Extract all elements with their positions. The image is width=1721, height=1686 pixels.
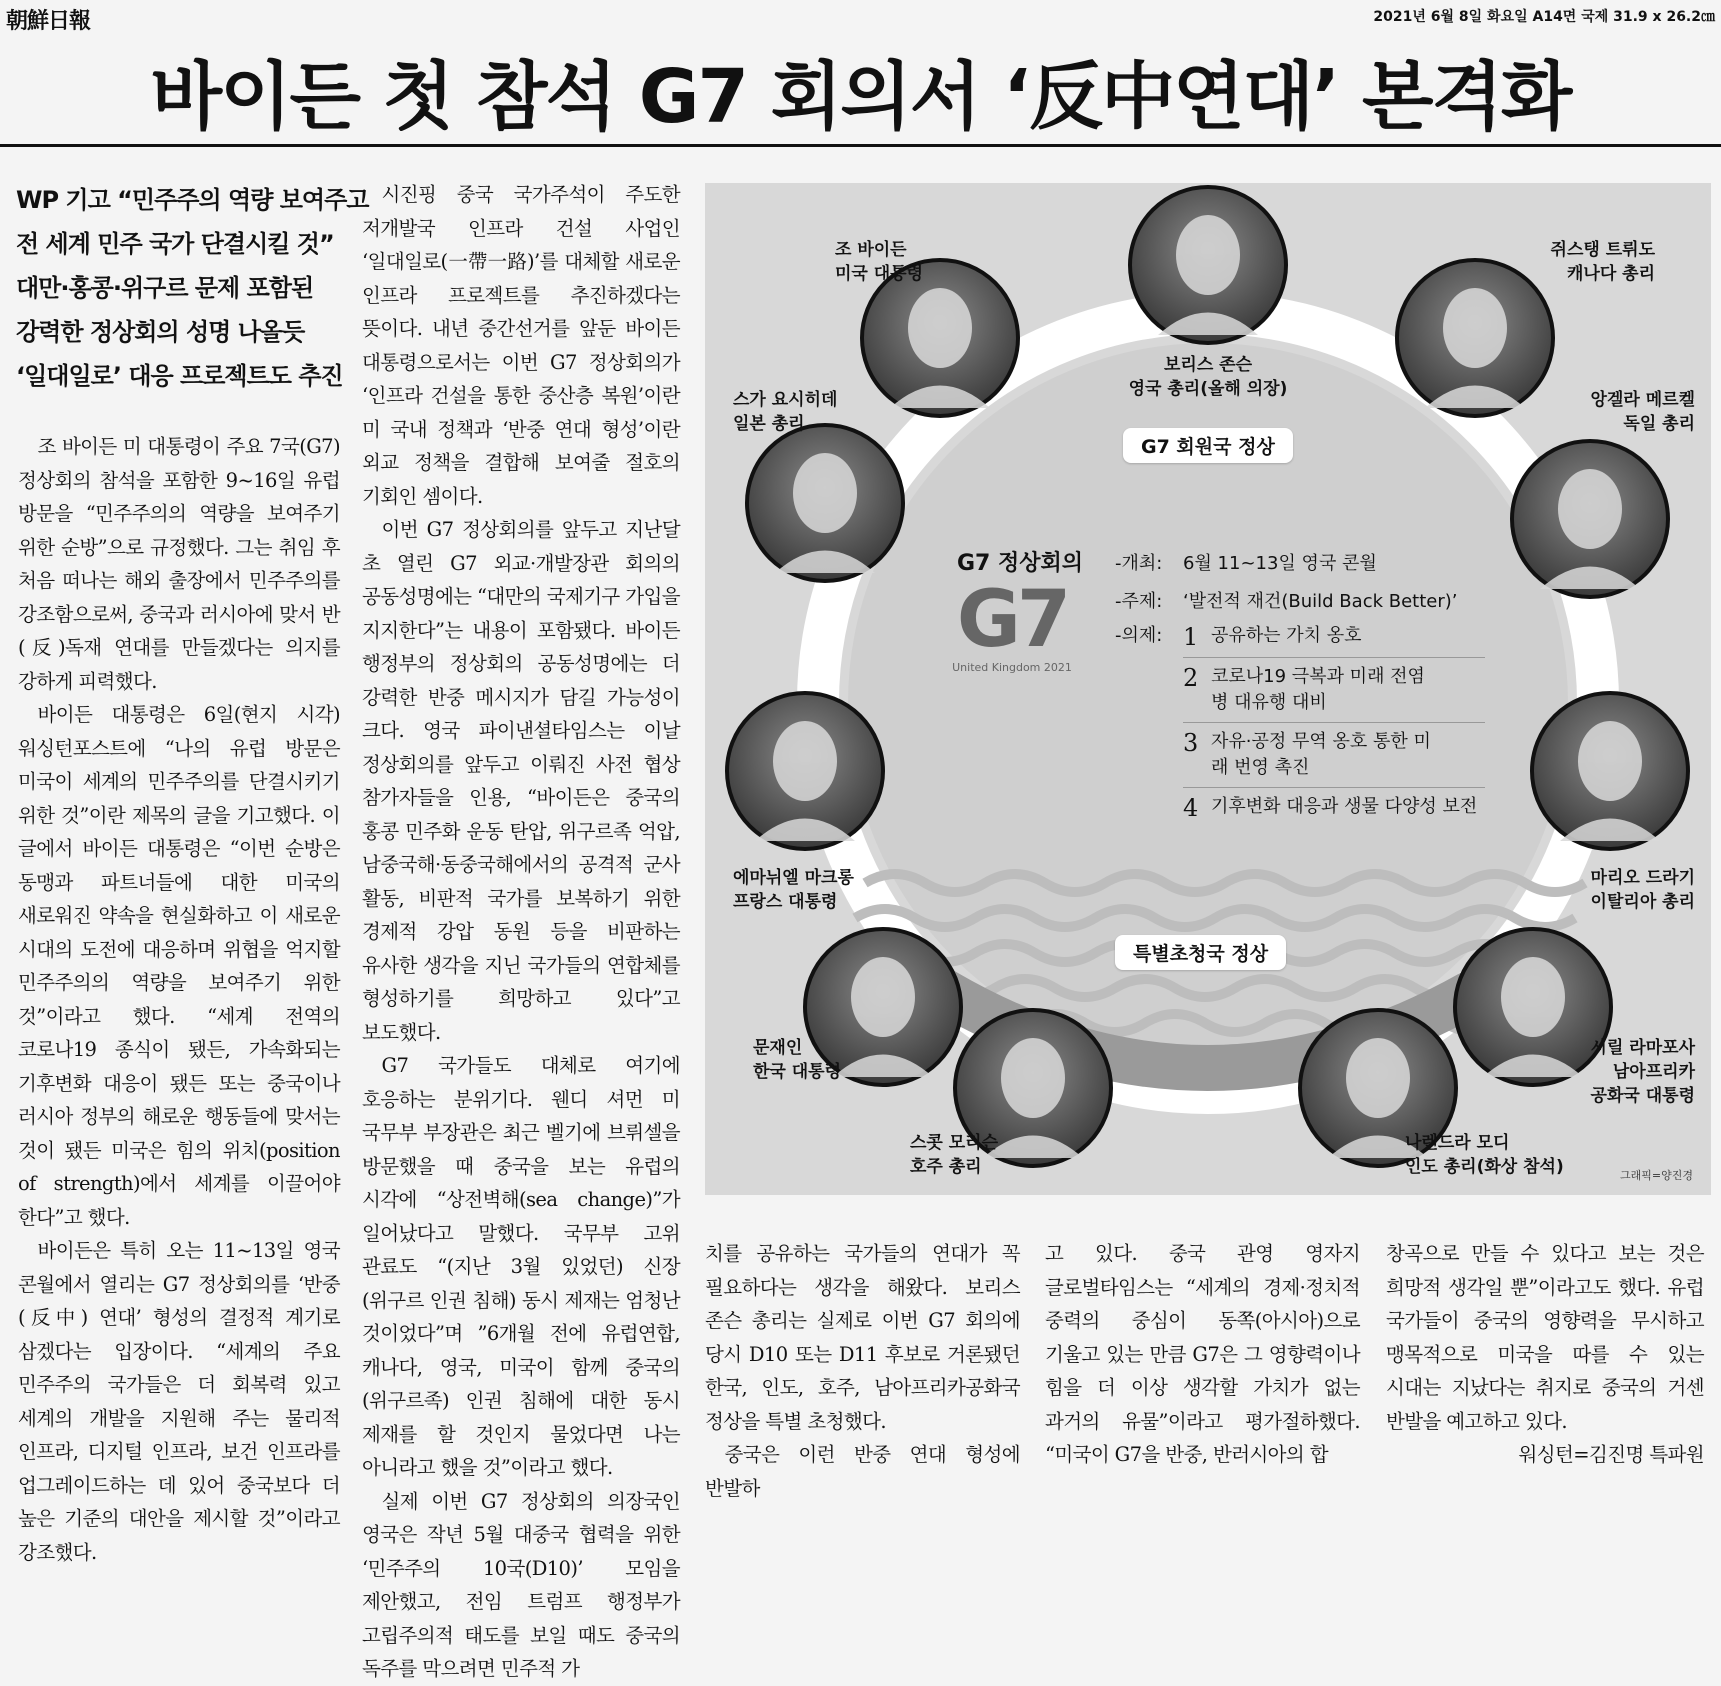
- leader-label-johnson: 보리스 존슨 영국 총리(올해 의장): [1128, 355, 1288, 399]
- subhead-line: 대만·홍콩·위구르 문제 포함된: [16, 274, 314, 302]
- agenda-item: 4 기후변화 대응과 생물 다양성 보전: [1183, 794, 1478, 822]
- summit-info: [1115, 545, 1485, 828]
- g7-infographic: [705, 183, 1711, 1195]
- venue-value: 6월 11~13일 영국 콘월: [1183, 553, 1377, 574]
- article-column-5: [1386, 1237, 1704, 1472]
- theme-key: -주제:: [1115, 591, 1163, 612]
- headline: 바이든 첫 참석 G7 회의서 ‘反中연대’ 본격화: [150, 54, 1571, 140]
- agenda-item: 2 코로나19 극복과 미래 전염병 대유행 대비: [1183, 658, 1485, 723]
- subhead-line: 전 세계 민주 국가 단결시킬 것”: [16, 230, 334, 258]
- members-pill: G7 회원국 정상: [1123, 428, 1293, 463]
- paragraph: 치를 공유하는 국가들의 연대가 꼭 필요하다는 생각을 해왔다. 보리스 존슨 총리는 실제로 이번 G7 회의에 당시 D10 또는 D11 후보로 거론됐던 한국, 인도, 호주, 남아프리카공화국 정상을 특별 초청했다.: [705, 1242, 1020, 1433]
- theme-value: ‘발전적 재건(Build Back Better)’: [1183, 591, 1458, 612]
- byline: 워싱턴=김진명 특파원: [1518, 1443, 1704, 1466]
- paragraph: 바이든은 특히 오는 11~13일 영국 콘월에서 열리는 G7 정상회의를 ‘반중(反中) 연대’ 형성의 결정적 계기로 삼겠다는 입장이다. “세계의 주요 민주주의 국가들은 더 회복력 있고 세계의 개발을 지원해 주는 물리적 인프라, 디지털 인프라, 보건 인프라를 업그레이드하는 데 있어 중국보다 더 높은 기준의 대안을 제시할 것”이라고 강조했다.: [18, 1239, 340, 1564]
- paragraph: 조 바이든 미 대통령이 주요 7국(G7) 정상회의 참석을 포함한 9~16일 유럽 방문을 “민주주의의 역량을 보여주기 위한 순방”으로 규정했다. 그는 취임 후 처음 떠나는 해외 출장에서 민주주의를 강조함으로써, 중국과 러시아에 맞서 반(反)독재 연대를 만들겠다는 의지를 강하게 피력했다.: [18, 435, 340, 693]
- venue-key: -개최:: [1115, 553, 1163, 574]
- leader-label-merkel: 앙겔라 메르켈 독일 총리: [1590, 390, 1695, 434]
- paragraph: 이번 G7 정상회의를 앞두고 지난달 초 열린 G7 외교·개발장관 회의의 공동성명에는 “대만의 국제기구 가입을 지지한다”는 내용이 포함됐다. 바이든 행정부의 정상회의 공동성명에는 더 강력한 반중 메시지가 담길 가능성이 크다. 영국 파이낸셜타임스는 이날 정상회의를 앞두고 이뤄진 사전 협상 참가자들을 인용, “바이든은 중국의 홍콩 민주화 운동 탄압, 위구르족 억압, 남중국해·동중국해에서의 공격적 군사 활동, 비판적 국가를 보복하기 위한 경제적 강압 동원 등을 비판하는 유사한 생각을 지닌 국가들의 연합체를 형성하기를 희망하고 있다”고 보도했다.: [362, 518, 680, 1044]
- headline-rule: [0, 144, 1721, 147]
- paragraph: 중국은 이런 반중 연대 형성에 반발하: [705, 1443, 1020, 1500]
- leader-label-morrison: 스콧 모리슨 호주 총리: [910, 1133, 999, 1177]
- leader-label-biden: 조 바이든 미국 대통령: [835, 240, 924, 284]
- subhead-line: 강력한 정상회의 성명 나올듯: [16, 318, 305, 346]
- g7-logo-text: G7: [956, 575, 1068, 665]
- graphic-credit: 그래픽=양진경: [1620, 1169, 1693, 1182]
- newspaper-masthead: 朝鮮日報: [6, 8, 91, 34]
- guests-pill: 특별초청국 정상: [1115, 935, 1286, 970]
- subhead-line: WP 기고 “민주주의 역량 보여주고: [16, 186, 369, 214]
- leader-label-ramaphosa: 시릴 라마포사 남아프리카 공화국 대통령: [1590, 1038, 1695, 1106]
- paragraph: 바이든 대통령은 6일(현지 시각) 워싱턴포스트에 “나의 유럽 방문은 미국이 세계의 민주주의를 단결시키기 위한 것”이란 제목의 글을 기고했다. 이 글에서 바이든 대통령은 “이번 순방은 동맹과 파트너들에 대한 미국의 새로워진 약속을 현실화하고 이 새로운 시대의 도전에 대응하며 위협을 억지할 민주주의의 역량을 보여주기 위한 것”이라고 했다. “세계 전역의 코로나19 종식이 됐든, 가속화되는 기후변화 대응이 됐든 또는 중국이나 러시아 정부의 해로운 행동들에 맞서는 것이 됐든 미국은 힘의 위치(position of strength)에서 세계를 이끌어야 한다”고 했다.: [18, 703, 340, 1229]
- paragraph: 시진핑 중국 국가주석이 주도한 저개발국 인프라 건설 사업인 ‘일대일로(一帶一路)’를 대체할 새로운 인프라 프로젝트를 추진하겠다는 뜻이다. 내년 중간선거를 앞둔 바이든 대통령으로서는 이번 G7 정상회의가 ‘인프라 건설을 통한 중산층 복원’이란 미 국내 정책과 ‘반중 연대 형성’이란 외교 정책을 결합해 보여줄 절호의 기회인 셈이다.: [362, 183, 680, 508]
- paragraph: 창곡으로 만들 수 있다고 보는 것은 희망적 생각일 뿐”이라고도 했다. 유럽 국가들이 중국의 영향력을 무시하고 맹목적으로 미국을 따를 수 있는 시대는 지났다는 취지로 중국의 거센 반발을 예고하고 있다.: [1386, 1242, 1704, 1433]
- theme-row: [1115, 583, 1485, 621]
- leader-label-draghi: 마리오 드라기 이탈리아 총리: [1590, 868, 1695, 912]
- agenda-item: 1 공유하는 가치 옹호: [1183, 617, 1485, 658]
- g7-logo-sub: United Kingdom 2021: [952, 661, 1072, 674]
- leader-label-suga: 스가 요시히데 일본 총리: [733, 390, 838, 434]
- article-column-1: [18, 430, 340, 1569]
- subheadline: [16, 178, 369, 398]
- paragraph: 실제 이번 G7 정상회의 의장국인 영국은 작년 5월 대중국 협력을 위한 ‘민주주의 10국(D10)’ 모임을 제안했고, 전임 트럼프 행정부가 고립주의적 태도를 보일 때도 중국의 독주를 막으려면 민주적 가: [362, 1489, 680, 1680]
- leader-label-modi: 나렌드라 모디 인도 총리(화상 참석): [1405, 1133, 1564, 1177]
- venue-row: [1115, 545, 1485, 583]
- leader-label-macron: 에마뉘엘 마크롱 프랑스 대통령: [733, 868, 854, 912]
- article-column-3: [705, 1237, 1020, 1505]
- article-column-4: [1045, 1237, 1360, 1472]
- agenda-key: -의제:: [1115, 625, 1163, 646]
- dateline: 2021년 6월 8일 화요일 A14면 국제 31.9 x 26.2㎝: [1373, 9, 1715, 25]
- paragraph: 고 있다. 중국 관영 영자지 글로벌타임스는 “세계의 경제·정치적 중력의 중심이 동쪽(아시아)으로 기울고 있는 만큼 G7은 그 영향력이나 힘을 더 이상 생각할 가치가 없는 과거의 유물”이라고 평가절하했다. “미국이 G7을 반중, 반러시아의 합: [1045, 1242, 1360, 1466]
- leader-label-trudeau: 쥐스탱 트뤼도 캐나다 총리: [1550, 240, 1655, 284]
- leader-label-moon: 문재인 한국 대통령: [753, 1038, 842, 1082]
- g7-logo: [937, 575, 1087, 674]
- subhead-line: ‘일대일로’ 대응 프로젝트도 추진: [16, 362, 343, 390]
- paragraph: G7 국가들도 대체로 여기에 호응하는 분위기다. 웬디 셔먼 미 국무부 부장관은 최근 벨기에 브뤼셀을 방문했을 때 중국을 보는 유럽의 시각에 “상전벽해(sea change)”가 일어났다고 말했다. 국무부 고위 관료도 “(지난 3월 있었던) 신장(위구르 인권 침해) 동시 제재는 엄청난 것이었다”며 ”6개월 전에 유럽연합, 캐나다, 영국, 미국이 함께 중국의 (위구르족) 인권 침해에 대한 동시 제재를 할 것인지 물었다면 나는 아니라고 했을 것”이라고 했다.: [362, 1054, 680, 1479]
- agenda-item: 3 자유·공정 무역 옹호 통한 미래 번영 촉진: [1183, 723, 1485, 788]
- summit-title: G7 정상회의: [957, 551, 1084, 576]
- article-column-2: [362, 178, 680, 1686]
